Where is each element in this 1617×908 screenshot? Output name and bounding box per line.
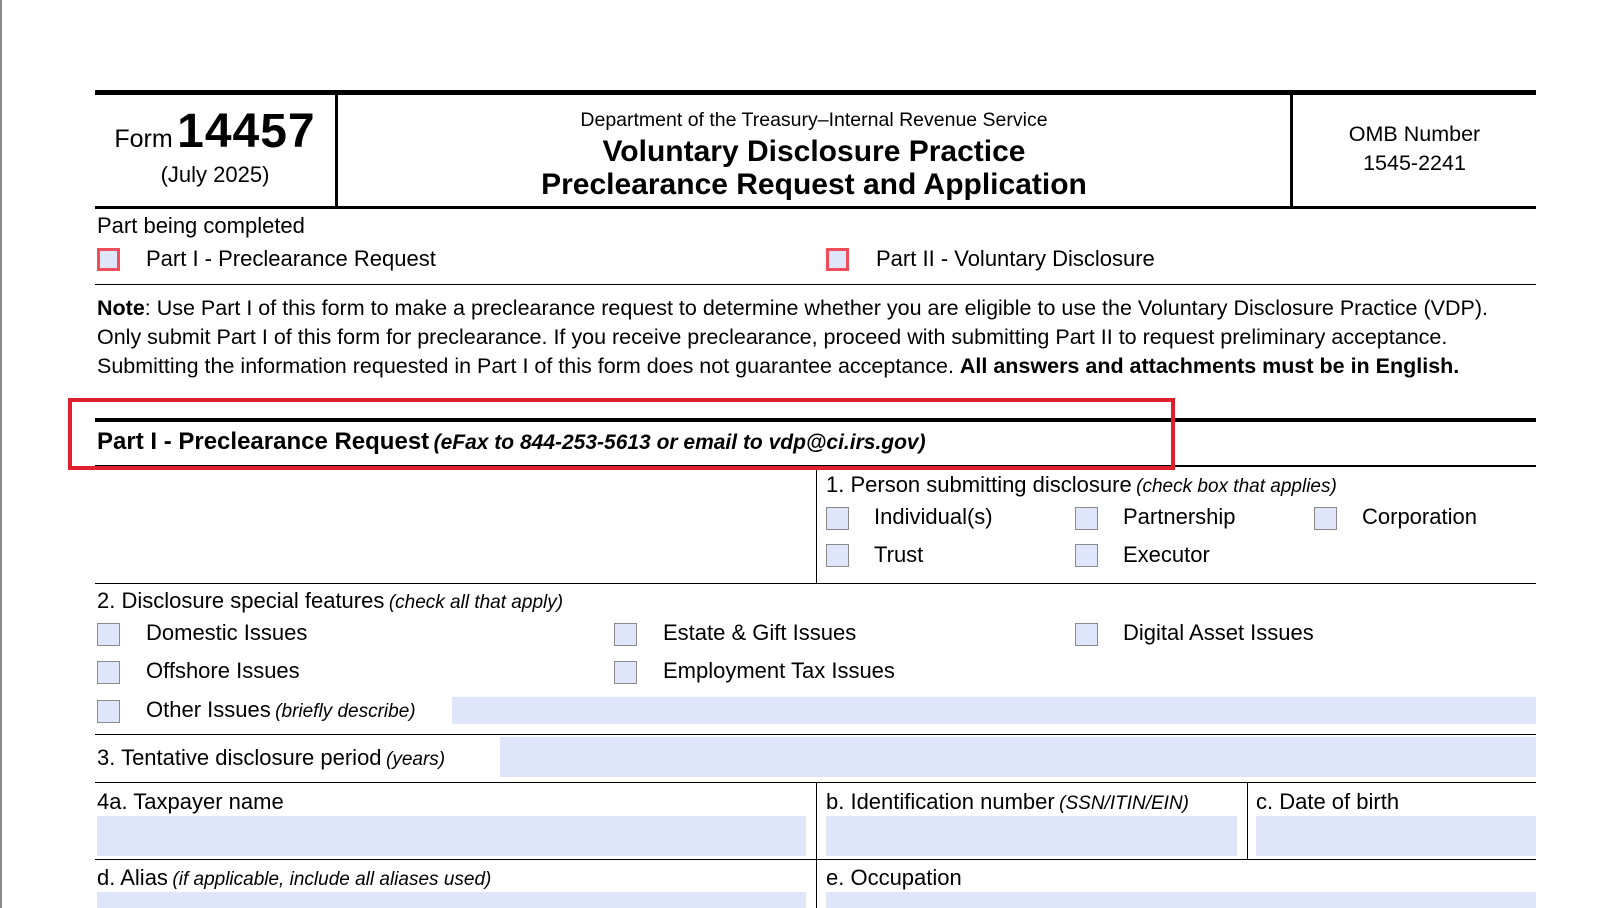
part-being-completed-label: Part being completed <box>97 213 305 238</box>
partnership-label: Partnership <box>1123 504 1236 529</box>
identification-number-label-text: b. Identification number <box>826 789 1055 814</box>
other-issues-checkbox[interactable] <box>97 700 120 723</box>
form-number-block <box>97 104 333 159</box>
individuals-label: Individual(s) <box>874 504 993 529</box>
part1-checkbox[interactable] <box>97 248 120 271</box>
alias-label <box>97 865 491 891</box>
taxpayer-name-field[interactable] <box>97 816 806 856</box>
alias-hint: (if applicable, include all aliases used) <box>172 869 492 890</box>
q1-divider <box>816 467 817 583</box>
omb-number: 1545-2241 <box>1363 151 1466 175</box>
omb-label: OMB Number <box>1348 122 1481 146</box>
estate-gift-issues-checkbox[interactable] <box>614 623 637 646</box>
form-number: 14457 <box>177 105 316 158</box>
identification-number-field[interactable] <box>826 816 1237 856</box>
highlight-annotation-box <box>68 398 1175 470</box>
identification-number-label <box>826 789 1189 815</box>
trust-label: Trust <box>874 542 924 567</box>
date-of-birth-field[interactable] <box>1256 816 1536 856</box>
page-left-edge <box>0 0 2 908</box>
part1-submission-info: (eFax to 844-253-5613 or email to vdp@ci.irs.gov) <box>433 431 926 454</box>
part1-option-label: Part I - Preclearance Request <box>146 246 436 271</box>
domestic-issues-checkbox[interactable] <box>97 623 120 646</box>
q4-divider-2 <box>1247 783 1248 859</box>
occupation-label: e. Occupation <box>826 865 962 890</box>
part2-checkbox[interactable] <box>826 248 849 271</box>
employment-tax-issues-checkbox[interactable] <box>614 661 637 684</box>
occupation-field[interactable] <box>826 892 1536 908</box>
note-bold-end: All answers and attachments must be in English. <box>959 354 1460 378</box>
individuals-checkbox[interactable] <box>826 507 849 530</box>
executor-label: Executor <box>1123 542 1210 567</box>
part1-title: Part I - Preclearance Request <box>97 428 430 455</box>
note-text: : Use Part I of this form to make a preclearance request to determine whether you are eligible to use the Voluntary Disclosure Practice (VDP). Only submit Part I of this form for preclearance. If you receive preclearance, proceed with submitting Part II to request preliminary acceptance. Submitting the information requested in Part I of this form does not guarantee acceptance. <box>97 296 1488 378</box>
alias-field[interactable] <box>97 892 806 908</box>
trust-checkbox[interactable] <box>826 544 849 567</box>
q4-divider-1 <box>816 783 817 908</box>
note-label: Note <box>97 296 145 320</box>
partnership-checkbox[interactable] <box>1075 507 1098 530</box>
form-title-line2: Preclearance Request and Application <box>541 168 1087 201</box>
form-word: Form <box>114 125 173 153</box>
q1-hint: (check box that applies) <box>1136 476 1337 497</box>
q1-label <box>826 472 1337 498</box>
domestic-issues-label: Domestic Issues <box>146 620 308 645</box>
q3-hint: (years) <box>386 749 446 770</box>
employment-tax-issues-label: Employment Tax Issues <box>663 658 895 683</box>
q1-label-text: 1. Person submitting disclosure <box>826 472 1132 497</box>
offshore-issues-label: Offshore Issues <box>146 658 300 683</box>
disclosure-period-field[interactable] <box>500 737 1536 777</box>
taxpayer-name-label: 4a. Taxpayer name <box>97 789 284 814</box>
form-title-line1: Voluntary Disclosure Practice <box>602 135 1026 168</box>
other-issues-description-field[interactable] <box>452 697 1536 724</box>
header-top-rule <box>95 90 1536 95</box>
identification-number-hint: (SSN/ITIN/EIN) <box>1059 793 1189 814</box>
other-issues-hint: (briefly describe) <box>275 701 416 722</box>
q2-hint: (check all that apply) <box>388 592 564 613</box>
q4-row1-bottom-rule <box>95 859 1536 860</box>
q2-label-text: 2. Disclosure special features <box>97 588 385 613</box>
q2-label <box>97 588 563 614</box>
q3-label-text: 3. Tentative disclosure period <box>97 745 382 770</box>
other-issues-label <box>146 697 416 723</box>
form-revision: (July 2025) <box>160 162 270 187</box>
q2-bottom-rule <box>95 734 1536 735</box>
department-name: Department of the Treasury–Internal Revenue Service <box>580 109 1048 131</box>
estate-gift-issues-label: Estate & Gift Issues <box>663 620 857 645</box>
q1-bottom-rule <box>95 583 1536 584</box>
header-bottom-rule <box>95 206 1536 209</box>
executor-checkbox[interactable] <box>1075 544 1098 567</box>
digital-asset-issues-checkbox[interactable] <box>1075 623 1098 646</box>
part-selection-rule <box>95 284 1536 285</box>
alias-label-text: d. Alias <box>97 865 168 890</box>
note-paragraph <box>97 294 1537 400</box>
date-of-birth-label: c. Date of birth <box>1256 789 1400 814</box>
corporation-label: Corporation <box>1362 504 1477 529</box>
digital-asset-issues-label: Digital Asset Issues <box>1123 620 1314 645</box>
q3-label <box>97 745 445 771</box>
other-issues-label-text: Other Issues <box>146 697 271 722</box>
offshore-issues-checkbox[interactable] <box>97 661 120 684</box>
part2-option-label: Part II - Voluntary Disclosure <box>876 246 1155 271</box>
corporation-checkbox[interactable] <box>1314 507 1337 530</box>
